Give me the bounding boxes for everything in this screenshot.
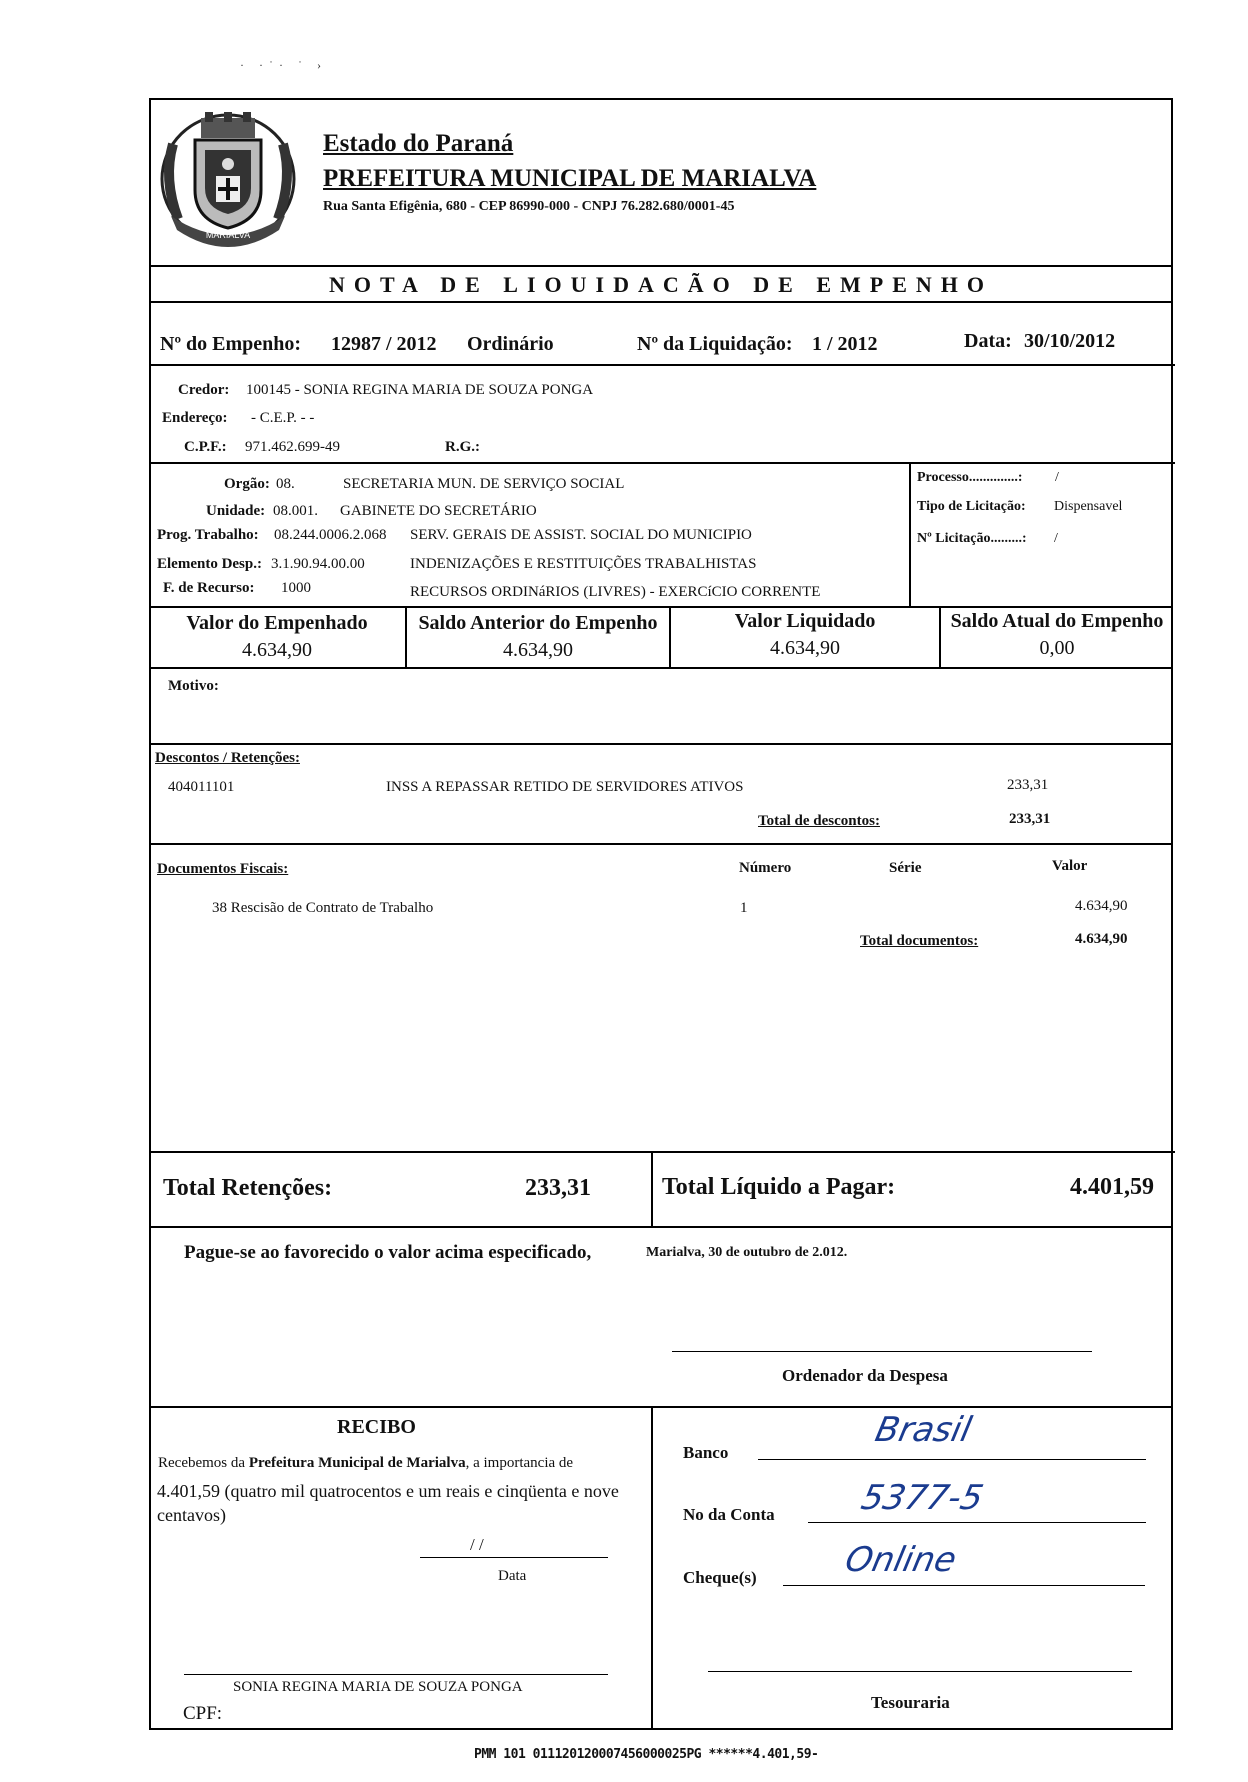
signature-line <box>672 1351 1092 1352</box>
total-descontos-label: Total de descontos: <box>758 813 880 829</box>
valor-liquidado-value: 4.634,90 <box>770 637 840 659</box>
conta-line <box>808 1522 1146 1523</box>
divider <box>909 462 911 606</box>
unidade-desc: GABINETE DO SECRETÁRIO <box>340 503 537 519</box>
recibo-line <box>158 1455 648 1472</box>
city-title: PREFEITURA MUNICIPAL DE MARIALVA <box>323 165 817 192</box>
banco-handwritten: Brasil <box>871 1410 976 1450</box>
banco-line <box>758 1459 1146 1460</box>
tesouraria-label: Tesouraria <box>871 1693 950 1712</box>
total-retencoes-label: Total Retenções: <box>163 1175 333 1201</box>
divider <box>149 301 1173 303</box>
conta-handwritten: 5377-5 <box>857 1478 987 1518</box>
pague-se-text: Pague-se ao favorecido o valor acima especificado, <box>184 1242 592 1263</box>
documento-numero: 1 <box>740 900 748 916</box>
orgao-desc: SECRETARIA MUN. DE SERVIÇO SOCIAL <box>343 476 625 492</box>
signature-line <box>708 1671 1132 1672</box>
col-numero: Número <box>739 860 792 876</box>
svg-text:MARIALVA: MARIALVA <box>205 230 251 240</box>
total-documentos-value: 4.634,90 <box>1075 931 1128 947</box>
motivo-label: Motivo: <box>168 678 219 694</box>
saldo-atual-value: 0,00 <box>1039 637 1075 659</box>
divider <box>149 265 1173 267</box>
recibo-title: RECIBO <box>337 1416 416 1438</box>
cpf-value: 971.462.699-49 <box>245 439 340 455</box>
prog-code: 08.244.0006.2.068 <box>274 527 387 543</box>
saldo-anterior-label: Saldo Anterior do Empenho <box>418 612 658 634</box>
desconto-value: 233,31 <box>1007 777 1049 793</box>
scan-specks: · ·˙· ˙ › <box>240 58 327 72</box>
cheque-line <box>783 1585 1145 1586</box>
desconto-desc: INSS A REPASSAR RETIDO DE SERVIDORES ATIVOS <box>386 779 744 795</box>
elemento-desc: INDENIZAÇÕES E RESTITUIÇÕES TRABALHISTAS <box>410 556 757 572</box>
liquidacao-number: 1 / 2012 <box>812 333 878 355</box>
licitacao-tipo-value: Dispensavel <box>1054 499 1123 514</box>
prog-desc: SERV. GERAIS DE ASSIST. SOCIAL DO MUNICIPIO <box>410 527 752 543</box>
licitacao-tipo-label: Tipo de Licitação: <box>917 499 1026 514</box>
liquidacao-label: Nº da Liquidação: <box>637 333 793 355</box>
divider <box>149 1151 1175 1153</box>
cheque-label: Cheque(s) <box>683 1568 757 1587</box>
banco-label: Banco <box>683 1443 729 1462</box>
recibo-line-post: , a importancia de <box>465 1455 574 1471</box>
total-documentos-label: Total documentos: <box>860 933 979 949</box>
recibo-line-bold: Prefeitura Municipal de Marialva <box>248 1455 466 1471</box>
coat-of-arms-icon <box>153 104 303 254</box>
signer-name: SONIA REGINA MARIA DE SOUZA PONGA <box>233 1679 523 1695</box>
date-label: Data <box>498 1568 527 1584</box>
recurso-code: 1000 <box>281 580 311 596</box>
recurso-desc: RECURSOS ORDINáRIOS (LIVRES) - EXERCíCIO CORRENTE <box>410 584 821 600</box>
total-descontos-value: 233,31 <box>1009 811 1051 827</box>
documento-desc: 38 Rescisão de Contrato de Trabalho <box>212 900 434 916</box>
recurso-label: F. de Recurso: <box>163 580 255 596</box>
empenho-number: 12987 / 2012 <box>331 333 437 355</box>
total-liquido-label: Total Líquido a Pagar: <box>662 1174 896 1200</box>
col-serie: Série <box>889 860 922 876</box>
orgao-code: 08. <box>276 476 295 492</box>
documento-valor: 4.634,90 <box>1075 898 1128 914</box>
state-title: Estado do Paraná <box>323 130 514 157</box>
divider <box>149 843 1173 845</box>
divider <box>149 1226 1173 1228</box>
licitacao-no-label: Nº Licitação.........: <box>917 531 1027 546</box>
valor-empenhado-label: Valor do Empenhado <box>186 612 368 634</box>
divider <box>149 364 1175 366</box>
col-valor: Valor <box>1052 858 1088 874</box>
orgao-label: Orgão: <box>224 476 270 492</box>
valor-liquidado-label: Valor Liquidado <box>734 610 876 632</box>
date-label: Data: <box>964 330 1012 352</box>
signature-line <box>184 1674 608 1675</box>
rg-label: R.G.: <box>445 439 480 455</box>
signer-cpf-label: CPF: <box>183 1703 223 1724</box>
licitacao-no-value: / <box>1054 531 1058 546</box>
total-retencoes-value: 233,31 <box>525 1175 591 1201</box>
cheque-handwritten: Online <box>841 1540 960 1580</box>
divider <box>651 1406 653 1730</box>
unidade-code: 08.001. <box>273 503 318 519</box>
valor-empenhado-value: 4.634,90 <box>242 639 312 661</box>
processo-label: Processo..............: <box>917 470 1023 485</box>
recibo-amount: 4.401,59 (quatro mil quatrocentos e um reais e cinqüenta e nove centavos) <box>157 1481 619 1525</box>
cpf-label: C.P.F.: <box>184 439 227 455</box>
empenho-label: Nº do Empenho: <box>160 333 302 355</box>
document-title: NOTA DE LIOUIDACÃO DE EMPENHO <box>329 272 993 297</box>
divider <box>149 743 1173 745</box>
unidade-label: Unidade: <box>206 503 266 519</box>
descontos-title: Descontos / Retenções: <box>155 750 300 766</box>
recibo-line-pre: Recebemos da <box>158 1455 249 1471</box>
divider <box>149 667 1173 669</box>
date-slashes: / / <box>470 1535 484 1554</box>
divider <box>149 606 1173 608</box>
empenho-type: Ordinário <box>467 333 554 355</box>
date-value: 30/10/2012 <box>1024 330 1116 352</box>
conta-label: No da Conta <box>683 1505 775 1524</box>
elemento-label: Elemento Desp.: <box>157 556 262 572</box>
local-data: Marialva, 30 de outubro de 2.012. <box>646 1245 848 1260</box>
saldo-anterior-value: 4.634,90 <box>503 639 573 661</box>
desconto-code: 404011101 <box>168 779 235 795</box>
processo-value: / <box>1055 470 1059 485</box>
elemento-code: 3.1.90.94.00.00 <box>271 556 365 572</box>
prog-label: Prog. Trabalho: <box>157 527 259 543</box>
ordenador-label: Ordenador da Despesa <box>782 1366 948 1385</box>
documentos-title: Documentos Fiscais: <box>157 861 289 877</box>
credor-value: 100145 - SONIA REGINA MARIA DE SOUZA PONGA <box>246 382 594 398</box>
divider <box>149 462 1175 464</box>
footer-code: PMM 101 011120120007456000025PG ******4.401,59- <box>474 1747 819 1762</box>
total-liquido-value: 4.401,59 <box>1070 1174 1154 1200</box>
endereco-value: - C.E.P. - - <box>251 410 315 426</box>
endereco-label: Endereço: <box>162 410 228 426</box>
saldo-atual-label: Saldo Atual do Empenho <box>950 610 1164 632</box>
divider <box>651 1151 653 1226</box>
address-line: Rua Santa Efigênia, 680 - CEP 86990-000 - CNPJ 76.282.680/0001-45 <box>323 199 735 214</box>
credor-label: Credor: <box>178 382 230 398</box>
date-line <box>420 1557 608 1558</box>
divider <box>149 1406 1173 1408</box>
